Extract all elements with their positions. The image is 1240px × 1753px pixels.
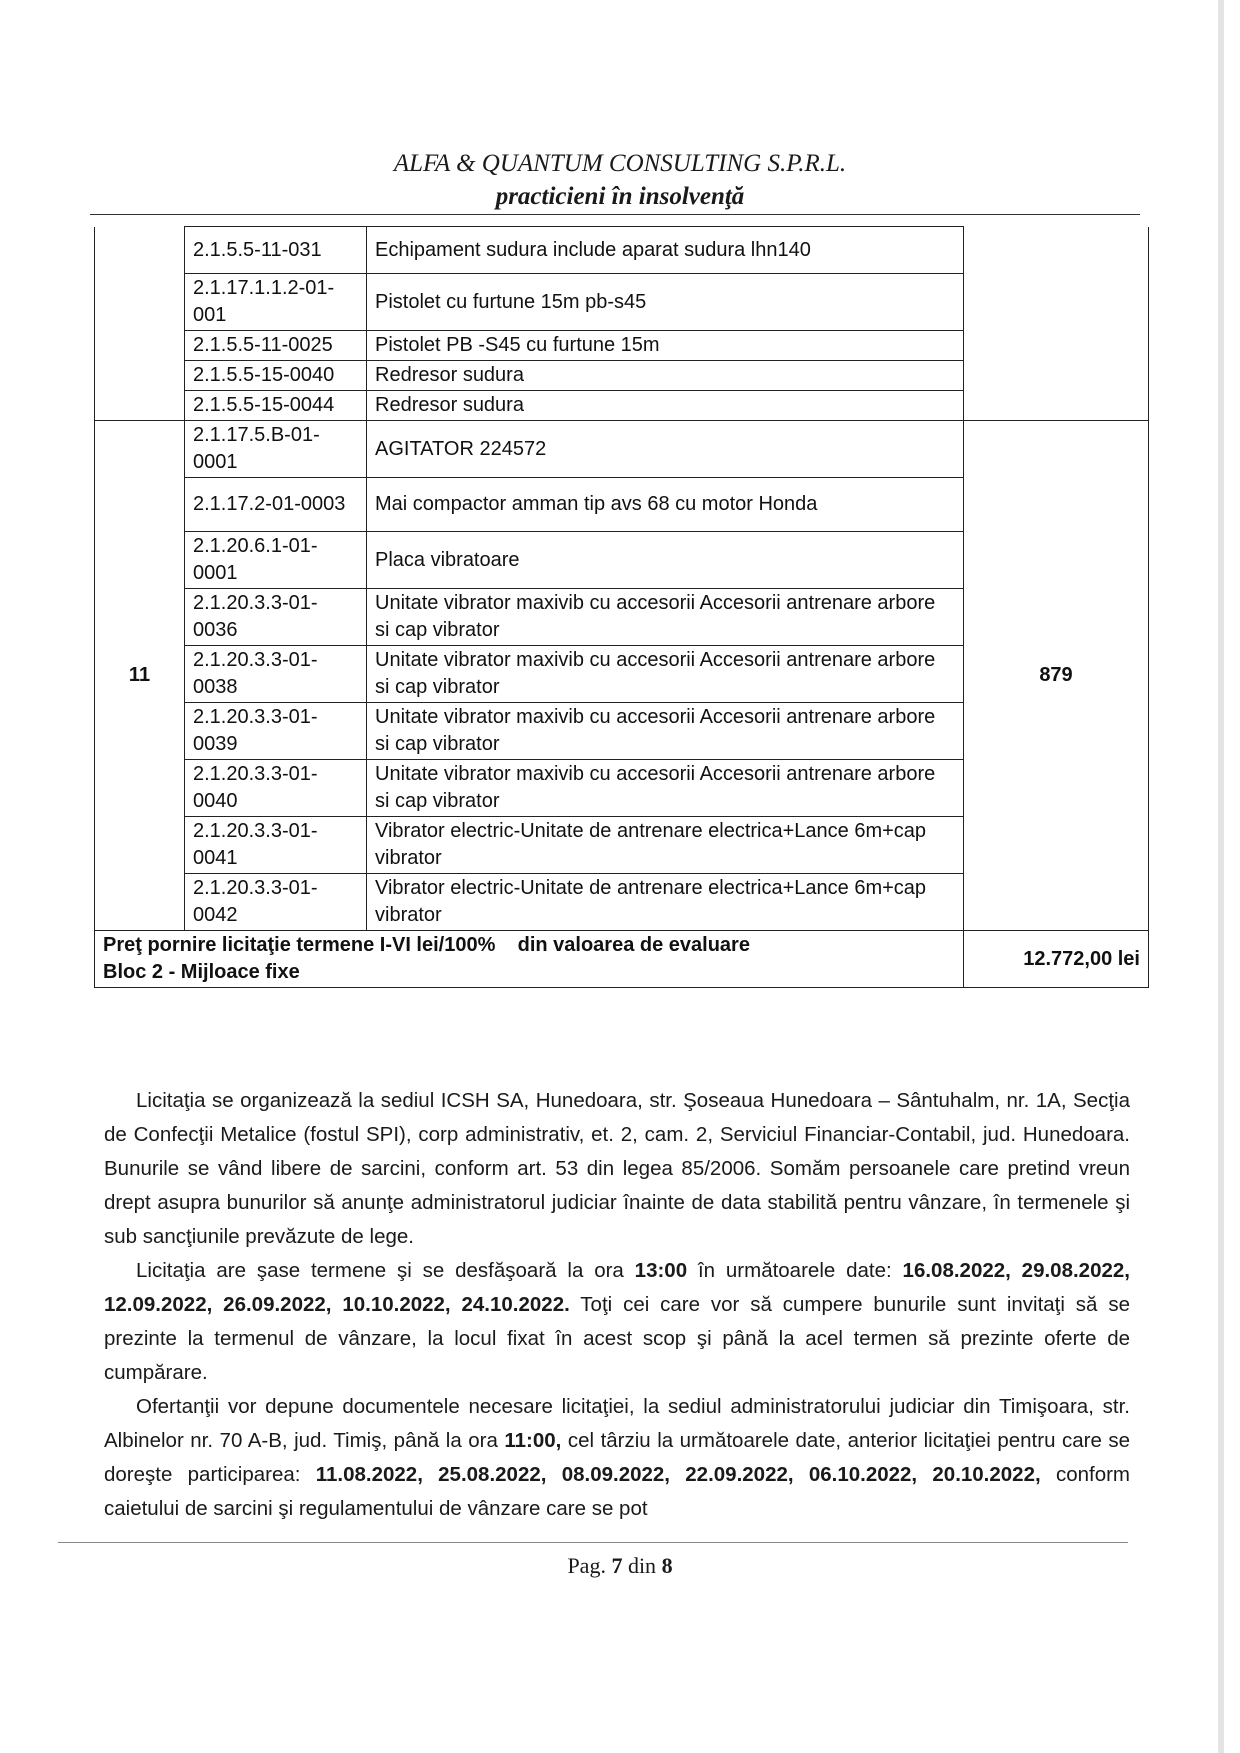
p2-text-a: Licitaţia are şase termene şi se desfăşoară la ora <box>136 1259 635 1282</box>
asset-code: 2.1.20.3.3-01-0040 <box>185 760 367 817</box>
asset-description: Placa vibratoare <box>367 532 964 589</box>
paragraph-location: Licitaţia se organizează la sediul ICSH SA, Hunedoara, str. Şoseaua Hunedoara – Sântuhalm, nr. 1A, Secţia de Confecţii Metalice (fostul SPI), corp administrativ, et. 2, cam. 2, Serviciul Financiar-Contabil, jud. Hunedoara. Bunurile se vând libere de sarcini, conform art. 53 din legea 85/2006. Somăm persoanele care pretind vreun drept asupra bunurilor să anunţe administratorul judiciar înainte de data stabilită pentru vânzare, în termenele şi sub sancţiunile prevăzute de lege. <box>104 1089 1130 1248</box>
asset-description: Pistolet PB -S45 cu furtune 15m <box>367 331 964 361</box>
asset-code: 2.1.5.5-15-0040 <box>185 361 367 391</box>
asset-description: Echipament sudura include aparat sudura lhn140 <box>367 227 964 274</box>
lot-number-cell <box>95 227 185 421</box>
lot-value: 879 <box>964 421 1149 931</box>
asset-description: Vibrator electric-Unitate de antrenare electrica+Lance 6m+cap vibrator <box>367 817 964 874</box>
asset-description: Vibrator electric-Unitate de antrenare electrica+Lance 6m+cap vibrator <box>367 874 964 931</box>
scan-edge <box>1218 0 1224 1753</box>
total-value: 12.772,00 lei <box>964 931 1149 988</box>
assets-table <box>94 226 1149 988</box>
page-mid: din <box>622 1553 662 1578</box>
firm-subtitle: practicieni în insolvenţă <box>495 183 745 210</box>
asset-description: Unitate vibrator maxivib cu accesorii Accesorii antrenare arbore si cap vibrator <box>367 646 964 703</box>
table-row <box>95 227 1149 274</box>
asset-description: Unitate vibrator maxivib cu accesorii Accesorii antrenare arbore si cap vibrator <box>367 760 964 817</box>
page-current: 7 <box>611 1553 623 1578</box>
asset-description: Unitate vibrator maxivib cu accesorii Accesorii antrenare arbore si cap vibrator <box>367 703 964 760</box>
p3-text-b: cel târziu la următoarele date, anterior licitaţiei pentru care se doreşte participarea: <box>104 1429 1131 1486</box>
body-text <box>104 1084 1130 1526</box>
start-price-cell <box>95 931 964 988</box>
lot-value-cell <box>964 227 1149 421</box>
asset-description: Pistolet cu furtune 15m pb-s45 <box>367 274 964 331</box>
asset-code: 2.1.5.5-15-0044 <box>185 391 367 421</box>
table-footer-row <box>95 931 1149 988</box>
auction-dates: 16.08.2022, 29.08.2022, 12.09.2022, 26.09.2022, 10.10.2022, 24.10.2022. <box>104 1259 1130 1316</box>
p2-text-c: Toţi cei care vor să cumpere bunurile sunt invitaţi să se prezinte la termenul de vânzare, la locul fixat în acest scop şi până la acel termen să prezinte oferte de cumpărare. <box>104 1293 1130 1384</box>
paragraph-offer-deadlines <box>104 1390 1130 1526</box>
offer-dates: 11.08.2022, 25.08.2022, 08.09.2022, 22.09.2022, 06.10.2022, 20.10.2022, <box>315 1463 1041 1486</box>
asset-description: Mai compactor amman tip avs 68 cu motor Honda <box>367 478 964 532</box>
p2-text-b: în următoarele date: <box>687 1259 903 1282</box>
asset-description: Redresor sudura <box>367 361 964 391</box>
table-row <box>95 421 1149 478</box>
asset-code: 2.1.17.5.B-01-0001 <box>185 421 367 478</box>
asset-code: 2.1.20.3.3-01-0039 <box>185 703 367 760</box>
asset-code: 2.1.20.3.3-01-0042 <box>185 874 367 931</box>
header-rule <box>90 214 1140 215</box>
asset-code: 2.1.17.1.1.2-01-001 <box>185 274 367 331</box>
asset-code: 2.1.20.3.3-01-0038 <box>185 646 367 703</box>
p3-text-c: conform caietului de sarcini şi regulamentului de vânzare care se pot <box>104 1463 1131 1520</box>
asset-code: 2.1.20.3.3-01-0036 <box>185 589 367 646</box>
asset-description: AGITATOR 224572 <box>367 421 964 478</box>
bloc-label: Bloc 2 - Mijloace fixe <box>103 961 300 983</box>
p3-text-a: Ofertanţii vor depune documentele necesare licitaţiei, la sediul administratorului judiciar din Timişoara, str. Albinelor nr. 70 A-B, jud. Timiş, până la ora <box>104 1395 1130 1452</box>
page-number <box>0 1553 1240 1579</box>
asset-code: 2.1.17.2-01-0003 <box>185 478 367 532</box>
asset-code: 2.1.20.6.1-01-0001 <box>185 532 367 589</box>
asset-code: 2.1.5.5-11-031 <box>185 227 367 274</box>
page-total: 8 <box>661 1553 673 1578</box>
footer-rule <box>58 1542 1128 1543</box>
asset-description: Redresor sudura <box>367 391 964 421</box>
asset-description: Unitate vibrator maxivib cu accesorii Accesorii antrenare arbore si cap vibrator <box>367 589 964 646</box>
asset-code: 2.1.5.5-11-0025 <box>185 331 367 361</box>
lot-number: 11 <box>95 421 185 931</box>
paragraph-auction-dates <box>104 1254 1130 1390</box>
page-prefix: Pag. <box>567 1553 612 1578</box>
start-price-label: Preţ pornire licitaţie termene I-VI lei/100% din valoarea de evaluare <box>103 934 750 956</box>
firm-name: ALFA & QUANTUM CONSULTING S.P.R.L. <box>393 150 847 177</box>
asset-code: 2.1.20.3.3-01-0041 <box>185 817 367 874</box>
auction-time: 13:00 <box>634 1259 688 1282</box>
offer-time: 11:00, <box>504 1429 562 1452</box>
